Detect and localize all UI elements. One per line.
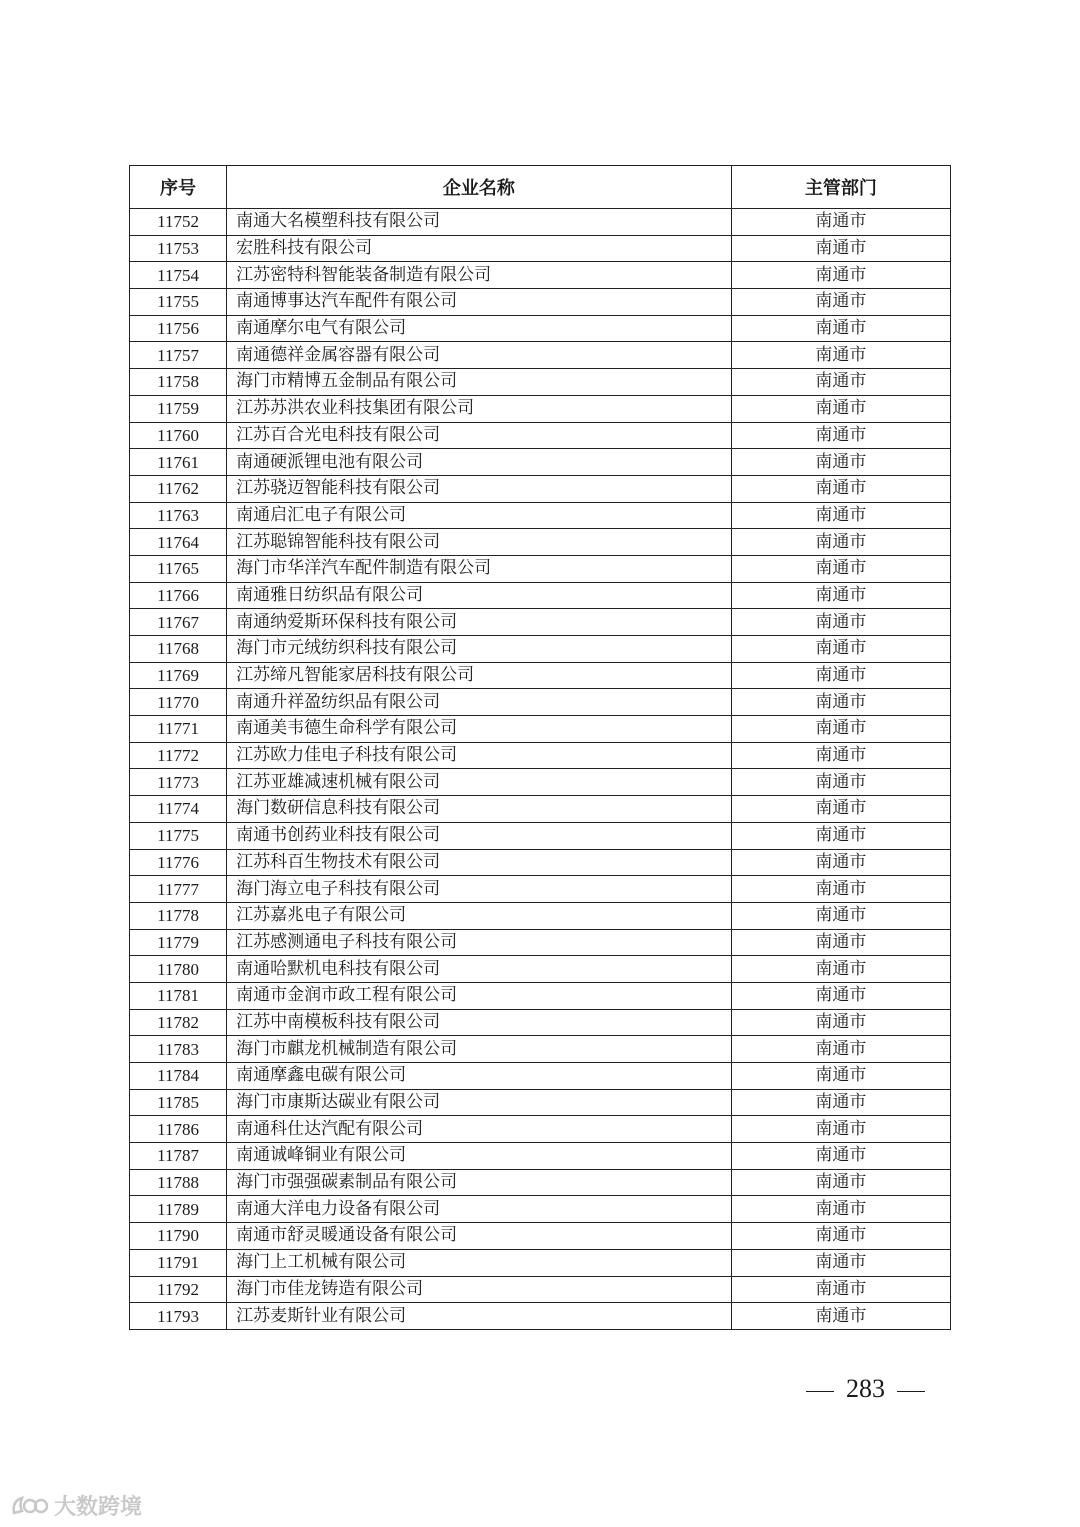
cell-enterprise-name: 南通大洋电力设备有限公司: [227, 1196, 732, 1223]
cell-serial-number: 11792: [130, 1276, 227, 1303]
table-row: [130, 555, 951, 582]
table-row: [130, 849, 951, 876]
cell-serial-number: 11766: [130, 582, 227, 609]
header-enterprise-name: 企业名称: [227, 166, 732, 209]
table-row: [130, 209, 951, 236]
cell-department: 南通市: [731, 1116, 950, 1143]
table-body: [130, 209, 951, 1330]
cell-serial-number: 11783: [130, 1036, 227, 1063]
cell-enterprise-name: 南通市金润市政工程有限公司: [227, 982, 732, 1009]
cell-enterprise-name: 海门上工机械有限公司: [227, 1249, 732, 1276]
table-row: [130, 1009, 951, 1036]
cell-department: 南通市: [731, 262, 950, 289]
cell-department: 南通市: [731, 1089, 950, 1116]
cell-enterprise-name: 海门市佳龙铸造有限公司: [227, 1276, 732, 1303]
cell-enterprise-name: 海门市康斯达碳业有限公司: [227, 1089, 732, 1116]
table-row: [130, 475, 951, 502]
cell-serial-number: 11780: [130, 956, 227, 983]
cell-serial-number: 11757: [130, 342, 227, 369]
enterprise-table: [129, 165, 951, 1330]
cell-serial-number: 11753: [130, 235, 227, 262]
cell-serial-number: 11778: [130, 902, 227, 929]
cell-serial-number: 11779: [130, 929, 227, 956]
cell-department: 南通市: [731, 582, 950, 609]
cell-department: 南通市: [731, 1223, 950, 1250]
header-department: 主管部门: [731, 166, 950, 209]
table-row: [130, 796, 951, 823]
cell-enterprise-name: 海门市精博五金制品有限公司: [227, 369, 732, 396]
cell-department: 南通市: [731, 1036, 950, 1063]
cell-enterprise-name: 南通硬派锂电池有限公司: [227, 449, 732, 476]
cell-enterprise-name: 南通市舒灵暖通设备有限公司: [227, 1223, 732, 1250]
table-row: [130, 956, 951, 983]
cell-enterprise-name: 宏胜科技有限公司: [227, 235, 732, 262]
cell-serial-number: 11764: [130, 529, 227, 556]
table-row: [130, 609, 951, 636]
cell-enterprise-name: 江苏科百生物技术有限公司: [227, 849, 732, 876]
cell-department: 南通市: [731, 395, 950, 422]
table-row: [130, 1276, 951, 1303]
table-row: [130, 876, 951, 903]
cell-enterprise-name: 南通升祥盈纺织品有限公司: [227, 689, 732, 716]
table-row: [130, 1169, 951, 1196]
cell-serial-number: 11770: [130, 689, 227, 716]
cell-enterprise-name: 南通科仕达汽配有限公司: [227, 1116, 732, 1143]
cell-serial-number: 11773: [130, 769, 227, 796]
cell-enterprise-name: 江苏百合光电科技有限公司: [227, 422, 732, 449]
table-row: [130, 982, 951, 1009]
cell-enterprise-name: 江苏密特科智能装备制造有限公司: [227, 262, 732, 289]
cell-serial-number: 11754: [130, 262, 227, 289]
table-header-row: [130, 166, 951, 209]
cell-enterprise-name: 南通摩尔电气有限公司: [227, 315, 732, 342]
table-row: [130, 689, 951, 716]
table-row: [130, 262, 951, 289]
table-row: [130, 662, 951, 689]
cell-enterprise-name: 江苏欧力佳电子科技有限公司: [227, 742, 732, 769]
table-row: [130, 235, 951, 262]
cell-serial-number: 11768: [130, 636, 227, 663]
cell-enterprise-name: 海门市元绒纺织科技有限公司: [227, 636, 732, 663]
cell-serial-number: 11769: [130, 662, 227, 689]
cell-department: 南通市: [731, 822, 950, 849]
table-row: [130, 395, 951, 422]
cell-enterprise-name: 江苏苏洪农业科技集团有限公司: [227, 395, 732, 422]
table-row: [130, 422, 951, 449]
cell-enterprise-name: 江苏中南模板科技有限公司: [227, 1009, 732, 1036]
cell-department: 南通市: [731, 475, 950, 502]
cell-enterprise-name: 海门数研信息科技有限公司: [227, 796, 732, 823]
table-row: [130, 1036, 951, 1063]
cell-enterprise-name: 南通雅日纺织品有限公司: [227, 582, 732, 609]
table-row: [130, 769, 951, 796]
watermark-logo-icon: [10, 1493, 50, 1519]
cell-department: 南通市: [731, 1276, 950, 1303]
page-number-value: 283: [846, 1374, 885, 1403]
cell-serial-number: 11760: [130, 422, 227, 449]
cell-department: 南通市: [731, 449, 950, 476]
cell-serial-number: 11756: [130, 315, 227, 342]
cell-department: 南通市: [731, 1169, 950, 1196]
cell-serial-number: 11771: [130, 716, 227, 743]
table-row: [130, 636, 951, 663]
cell-serial-number: 11776: [130, 849, 227, 876]
table-row: [130, 1089, 951, 1116]
cell-serial-number: 11759: [130, 395, 227, 422]
cell-enterprise-name: 南通摩鑫电碳有限公司: [227, 1063, 732, 1090]
cell-department: 南通市: [731, 902, 950, 929]
table-row: [130, 289, 951, 316]
table-row: [130, 582, 951, 609]
cell-serial-number: 11788: [130, 1169, 227, 1196]
cell-serial-number: 11763: [130, 502, 227, 529]
cell-enterprise-name: 江苏聪锦智能科技有限公司: [227, 529, 732, 556]
table-row: [130, 1063, 951, 1090]
cell-serial-number: 11767: [130, 609, 227, 636]
cell-enterprise-name: 海门市华洋汽车配件制造有限公司: [227, 555, 732, 582]
cell-enterprise-name: 江苏缔凡智能家居科技有限公司: [227, 662, 732, 689]
cell-department: 南通市: [731, 342, 950, 369]
cell-serial-number: 11786: [130, 1116, 227, 1143]
cell-enterprise-name: 江苏亚雄减速机械有限公司: [227, 769, 732, 796]
page-number-dash-left: [806, 1391, 834, 1392]
cell-department: 南通市: [731, 796, 950, 823]
cell-department: 南通市: [731, 689, 950, 716]
cell-serial-number: 11755: [130, 289, 227, 316]
cell-department: 南通市: [731, 235, 950, 262]
cell-department: 南通市: [731, 956, 950, 983]
cell-enterprise-name: 江苏骁迈智能科技有限公司: [227, 475, 732, 502]
cell-department: 南通市: [731, 929, 950, 956]
table-row: [130, 1249, 951, 1276]
cell-department: 南通市: [731, 876, 950, 903]
table-row: [130, 1116, 951, 1143]
table-row: [130, 1143, 951, 1170]
cell-department: 南通市: [731, 529, 950, 556]
watermark: [10, 1490, 142, 1521]
watermark-text: 大数跨境: [54, 1495, 143, 1520]
cell-enterprise-name: 南通博事达汽车配件有限公司: [227, 289, 732, 316]
cell-department: 南通市: [731, 1303, 950, 1330]
cell-enterprise-name: 南通哈默机电科技有限公司: [227, 956, 732, 983]
header-serial-number: 序号: [130, 166, 227, 209]
cell-department: 南通市: [731, 742, 950, 769]
table-row: [130, 822, 951, 849]
cell-enterprise-name: 南通纳爱斯环保科技有限公司: [227, 609, 732, 636]
cell-department: 南通市: [731, 636, 950, 663]
cell-enterprise-name: 南通德祥金属容器有限公司: [227, 342, 732, 369]
cell-enterprise-name: 南通美韦德生命科学有限公司: [227, 716, 732, 743]
cell-serial-number: 11752: [130, 209, 227, 236]
cell-department: 南通市: [731, 1196, 950, 1223]
table-row: [130, 529, 951, 556]
cell-serial-number: 11775: [130, 822, 227, 849]
table-row: [130, 502, 951, 529]
table-row: [130, 742, 951, 769]
table-row: [130, 716, 951, 743]
table-row: [130, 449, 951, 476]
cell-enterprise-name: 南通大名模塑科技有限公司: [227, 209, 732, 236]
cell-serial-number: 11790: [130, 1223, 227, 1250]
page-number: [794, 1374, 937, 1404]
cell-department: 南通市: [731, 1009, 950, 1036]
cell-department: 南通市: [731, 662, 950, 689]
cell-serial-number: 11761: [130, 449, 227, 476]
cell-serial-number: 11782: [130, 1009, 227, 1036]
cell-department: 南通市: [731, 289, 950, 316]
table-row: [130, 342, 951, 369]
cell-serial-number: 11765: [130, 555, 227, 582]
cell-serial-number: 11785: [130, 1089, 227, 1116]
cell-department: 南通市: [731, 502, 950, 529]
cell-department: 南通市: [731, 849, 950, 876]
cell-enterprise-name: 南通书创药业科技有限公司: [227, 822, 732, 849]
cell-serial-number: 11772: [130, 742, 227, 769]
table-row: [130, 1303, 951, 1330]
cell-enterprise-name: 海门市强强碳素制品有限公司: [227, 1169, 732, 1196]
cell-department: 南通市: [731, 422, 950, 449]
cell-department: 南通市: [731, 769, 950, 796]
cell-department: 南通市: [731, 1143, 950, 1170]
cell-serial-number: 11777: [130, 876, 227, 903]
cell-serial-number: 11774: [130, 796, 227, 823]
cell-serial-number: 11791: [130, 1249, 227, 1276]
cell-enterprise-name: 江苏感测通电子科技有限公司: [227, 929, 732, 956]
table-row: [130, 1223, 951, 1250]
cell-department: 南通市: [731, 369, 950, 396]
cell-serial-number: 11787: [130, 1143, 227, 1170]
cell-department: 南通市: [731, 1249, 950, 1276]
cell-department: 南通市: [731, 609, 950, 636]
cell-department: 南通市: [731, 716, 950, 743]
cell-enterprise-name: 南通启汇电子有限公司: [227, 502, 732, 529]
table-row: [130, 369, 951, 396]
cell-department: 南通市: [731, 209, 950, 236]
cell-serial-number: 11758: [130, 369, 227, 396]
cell-serial-number: 11781: [130, 982, 227, 1009]
cell-serial-number: 11762: [130, 475, 227, 502]
cell-enterprise-name: 南通诚峰铜业有限公司: [227, 1143, 732, 1170]
cell-enterprise-name: 海门市麒龙机械制造有限公司: [227, 1036, 732, 1063]
cell-enterprise-name: 江苏麦斯针业有限公司: [227, 1303, 732, 1330]
table-row: [130, 1196, 951, 1223]
cell-department: 南通市: [731, 315, 950, 342]
table-row: [130, 315, 951, 342]
table-row: [130, 929, 951, 956]
cell-enterprise-name: 海门海立电子科技有限公司: [227, 876, 732, 903]
cell-serial-number: 11789: [130, 1196, 227, 1223]
cell-enterprise-name: 江苏嘉兆电子有限公司: [227, 902, 732, 929]
page-number-dash-right: [897, 1391, 925, 1392]
cell-serial-number: 11784: [130, 1063, 227, 1090]
cell-department: 南通市: [731, 555, 950, 582]
cell-department: 南通市: [731, 1063, 950, 1090]
cell-serial-number: 11793: [130, 1303, 227, 1330]
table-row: [130, 902, 951, 929]
cell-department: 南通市: [731, 982, 950, 1009]
